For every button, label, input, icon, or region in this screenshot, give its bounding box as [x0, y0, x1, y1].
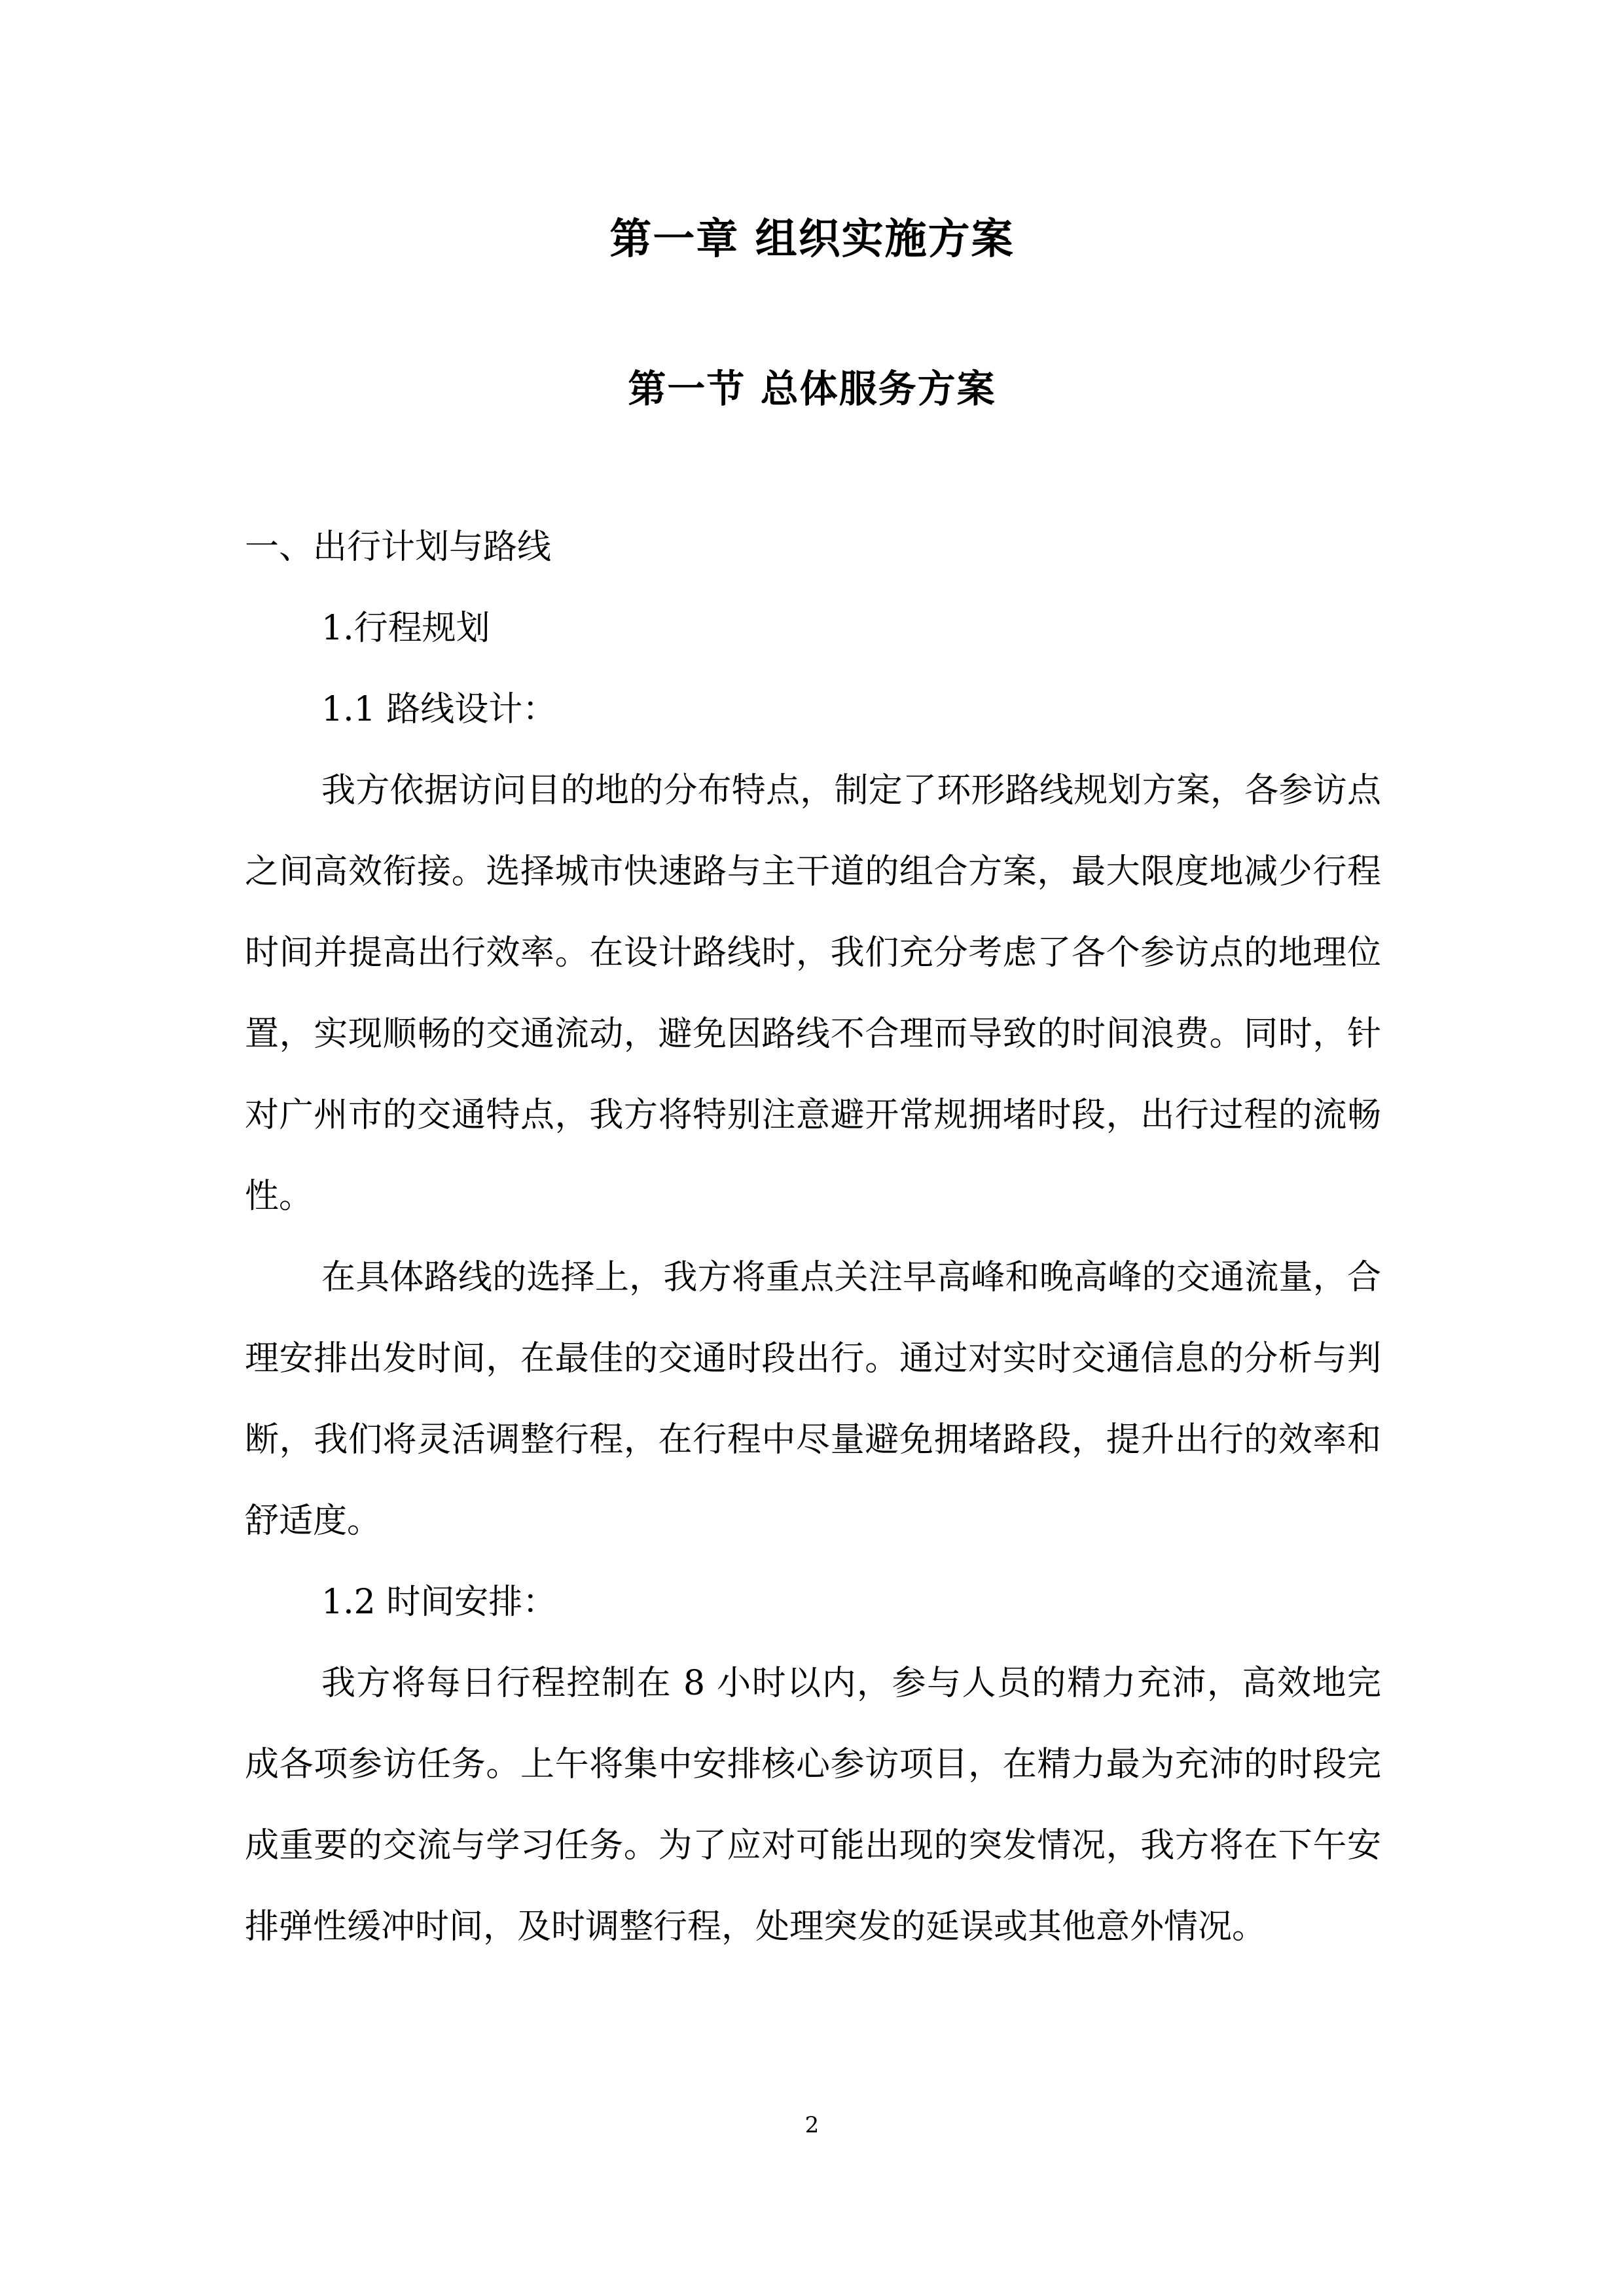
chapter-title: 第一章 组织实施方案	[609, 215, 1015, 264]
heading-itinerary-planning: 1.行程规划	[321, 609, 490, 648]
heading-travel-plan-and-route: 一、出行计划与路线	[245, 528, 552, 567]
paragraph-route-selection: 在具体路线的选择上，我方将重点关注早高峰和晚高峰的交通流量，合理安排出发时间，在最佳的交通时段出行。通过对实时交通信息的分析与判断，我们将灵活调整行程，在行程中尽量避免拥堵路段，提升出行的效率和舒适度。	[245, 1258, 1381, 1541]
paragraph-route-design: 我方依据访问目的地的分布特点，制定了环形路线规划方案，各参访点之间高效衔接。选择城市快速路与主干道的组合方案，最大限度地减少行程时间并提高出行效率。在设计路线时，我们充分考虑了各个参访点的地理位置，实现顺畅的交通流动，避免因路线不合理而导致的时间浪费。同时，针对广州市的交通特点，我方将特别注意避开常规拥堵时段，出行过程的流畅性。	[245, 771, 1381, 1216]
body-content	[245, 507, 1381, 1967]
subheading-route-design: 1.1 路线设计：	[321, 690, 557, 729]
section-title: 第一节 总体服务方案	[628, 367, 996, 411]
page-number: 2	[804, 2112, 820, 2138]
subheading-time-arrangement: 1.2 时间安排：	[321, 1583, 557, 1622]
paragraph-time-arrangement: 我方将每日行程控制在 8 小时以内，参与人员的精力充沛，高效地完成各项参访任务。上午将集中安排核心参访项目，在精力最为充沛的时段完成重要的交流与学习任务。为了应对可能出现的突发情况，我方将在下午安排弹性缓冲时间，及时调整行程，处理突发的延误或其他意外情况。	[245, 1664, 1381, 1946]
